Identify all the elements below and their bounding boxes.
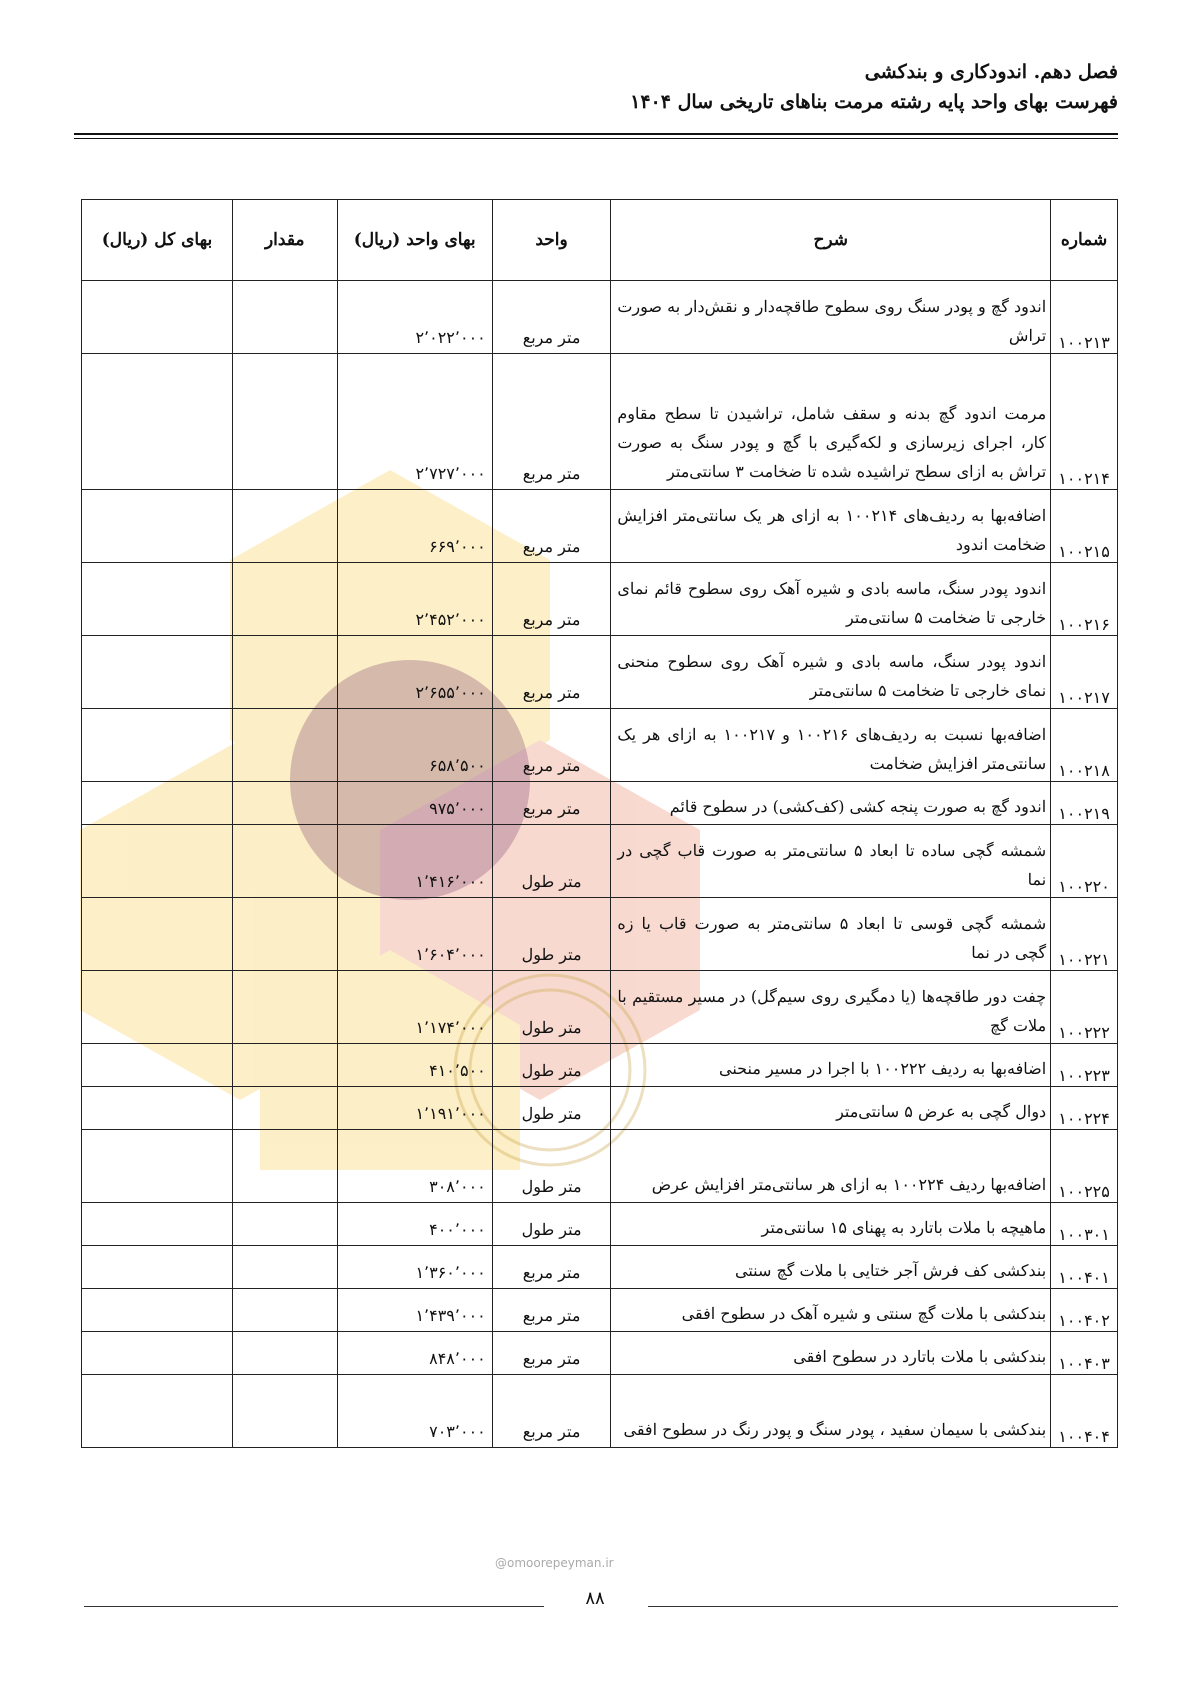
item-description: اضافه‌بها به ردیف‌های ۱۰۰۲۱۴ به ازای هر یک سانتی‌متر افزایش ضخامت اندود (611, 490, 1051, 563)
item-unit: متر مربع (492, 1332, 611, 1375)
page-number: ۸۸ (585, 1588, 605, 1609)
header-rule (74, 133, 1118, 135)
item-unit-price: ۱٬۱۷۴٬۰۰۰ (337, 971, 492, 1044)
item-unit-price: ۹۷۵٬۰۰۰ (337, 782, 492, 825)
table-row (82, 354, 1118, 490)
item-total (82, 1375, 233, 1448)
item-total (82, 1246, 233, 1289)
table-row (82, 782, 1118, 825)
item-quantity (232, 1289, 337, 1332)
item-number: ۱۰۰۲۱۸ (1051, 709, 1118, 782)
item-number: ۱۰۰۲۱۴ (1051, 354, 1118, 490)
table-row (82, 825, 1118, 898)
item-unit: متر مربع (492, 281, 611, 354)
item-number: ۱۰۰۴۰۴ (1051, 1375, 1118, 1448)
item-total (82, 281, 233, 354)
column-header-unit-price: بهای واحد (ریال) (337, 200, 492, 281)
item-unit-price: ۲٬۷۲۷٬۰۰۰ (337, 354, 492, 490)
item-unit: متر طول (492, 1130, 611, 1203)
column-header-description: شرح (611, 200, 1051, 281)
item-quantity (232, 281, 337, 354)
item-description: اضافه‌بها به ردیف ۱۰۰۲۲۲ با اجرا در مسیر منحنی (611, 1044, 1051, 1087)
item-unit: متر طول (492, 971, 611, 1044)
item-number: ۱۰۰۴۰۲ (1051, 1289, 1118, 1332)
item-unit: متر مربع (492, 636, 611, 709)
item-number: ۱۰۰۳۰۱ (1051, 1203, 1118, 1246)
item-unit: متر مربع (492, 1289, 611, 1332)
table-row (82, 563, 1118, 636)
item-quantity (232, 1332, 337, 1375)
item-number: ۱۰۰۲۱۳ (1051, 281, 1118, 354)
footer-rule-left (84, 1606, 544, 1607)
item-description: اندود پودر سنگ، ماسه بادی و شیره آهک روی سطوح منحنی نمای خارجی تا ضخامت ۵ سانتی‌متر (611, 636, 1051, 709)
column-header-unit: واحد (492, 200, 611, 281)
item-unit-price: ۳۰۸٬۰۰۰ (337, 1130, 492, 1203)
item-unit: متر مربع (492, 709, 611, 782)
item-number: ۱۰۰۲۱۹ (1051, 782, 1118, 825)
item-unit-price: ۲٬۶۵۵٬۰۰۰ (337, 636, 492, 709)
item-total (82, 1087, 233, 1130)
item-number: ۱۰۰۲۲۲ (1051, 971, 1118, 1044)
item-unit-price: ۴۱۰٬۵۰۰ (337, 1044, 492, 1087)
item-total (82, 1289, 233, 1332)
item-description: شمشه گچی قوسی تا ابعاد ۵ سانتی‌متر به صورت قاب یا زه گچی در نما (611, 898, 1051, 971)
item-unit-price: ۸۴۸٬۰۰۰ (337, 1332, 492, 1375)
table-row (82, 971, 1118, 1044)
item-description: اضافه‌بها نسبت به ردیف‌های ۱۰۰۲۱۶ و ۱۰۰۲۱۷ به ازای هر یک سانتی‌متر افزایش ضخامت (611, 709, 1051, 782)
table-row (82, 1375, 1118, 1448)
item-quantity (232, 1044, 337, 1087)
item-unit-price: ۲٬۴۵۲٬۰۰۰ (337, 563, 492, 636)
item-quantity (232, 782, 337, 825)
item-unit: متر مربع (492, 354, 611, 490)
item-unit: متر مربع (492, 563, 611, 636)
table-row (82, 1246, 1118, 1289)
item-total (82, 490, 233, 563)
item-quantity (232, 354, 337, 490)
item-number: ۱۰۰۲۲۰ (1051, 825, 1118, 898)
item-number: ۱۰۰۲۲۱ (1051, 898, 1118, 971)
item-quantity (232, 825, 337, 898)
item-unit: متر مربع (492, 1246, 611, 1289)
item-quantity (232, 1087, 337, 1130)
item-description: اندود گچ و پودر سنگ روی سطوح طاقچه‌دار و نقش‌دار به صورت تراش (611, 281, 1051, 354)
item-description: اندود گچ به صورت پنجه کشی (کف‌کشی) در سطوح قائم (611, 782, 1051, 825)
item-total (82, 971, 233, 1044)
item-unit-price: ۲٬۰۲۲٬۰۰۰ (337, 281, 492, 354)
table-row (82, 1130, 1118, 1203)
table-row (82, 1332, 1118, 1375)
table-row (82, 281, 1118, 354)
item-total (82, 1332, 233, 1375)
table-row (82, 636, 1118, 709)
item-quantity (232, 1203, 337, 1246)
item-description: بندکشی کف فرش آجر ختایی با ملات گچ سنتی (611, 1246, 1051, 1289)
item-unit-price: ۱٬۳۶۰٬۰۰۰ (337, 1246, 492, 1289)
item-quantity (232, 490, 337, 563)
item-total (82, 1203, 233, 1246)
item-total (82, 825, 233, 898)
column-header-quantity: مقدار (232, 200, 337, 281)
item-quantity (232, 709, 337, 782)
item-description: بندکشی با ملات گچ سنتی و شیره آهک در سطوح افقی (611, 1289, 1051, 1332)
document-subtitle: فهرست بهای واحد پایه رشته مرمت بناهای تاریخی سال ۱۴۰۴ (630, 91, 1118, 113)
item-unit-price: ۱٬۴۱۶٬۰۰۰ (337, 825, 492, 898)
item-unit-price: ۴۰۰٬۰۰۰ (337, 1203, 492, 1246)
item-total (82, 782, 233, 825)
item-description: اضافه‌بها ردیف ۱۰۰۲۲۴ به ازای هر سانتی‌متر افزایش عرض (611, 1130, 1051, 1203)
item-description: چفت دور طاقچه‌ها (یا دمگیری روی سیم‌گل) در مسیر مستقیم با ملات گچ (611, 971, 1051, 1044)
item-quantity (232, 1246, 337, 1289)
item-number: ۱۰۰۲۲۵ (1051, 1130, 1118, 1203)
item-number: ۱۰۰۲۱۵ (1051, 490, 1118, 563)
item-number: ۱۰۰۴۰۳ (1051, 1332, 1118, 1375)
page-header (630, 58, 1118, 118)
item-number: ۱۰۰۲۲۳ (1051, 1044, 1118, 1087)
item-unit: متر مربع (492, 490, 611, 563)
item-total (82, 1044, 233, 1087)
table-row (82, 1044, 1118, 1087)
item-description: شمشه گچی ساده تا ابعاد ۵ سانتی‌متر به صورت قاب گچی در نما (611, 825, 1051, 898)
item-total (82, 898, 233, 971)
item-quantity (232, 1375, 337, 1448)
item-description: دوال گچی به عرض ۵ سانتی‌متر (611, 1087, 1051, 1130)
item-unit-price: ۱٬۶۰۴٬۰۰۰ (337, 898, 492, 971)
item-quantity (232, 971, 337, 1044)
table-row (82, 490, 1118, 563)
item-quantity (232, 1130, 337, 1203)
item-number: ۱۰۰۲۲۴ (1051, 1087, 1118, 1130)
table-row (82, 1087, 1118, 1130)
item-total (82, 709, 233, 782)
item-unit: متر طول (492, 1044, 611, 1087)
column-header-total: بهای کل (ریال) (82, 200, 233, 281)
table-row (82, 898, 1118, 971)
item-unit: متر طول (492, 825, 611, 898)
item-description: اندود پودر سنگ، ماسه بادی و شیره آهک روی سطوح قائم نمای خارجی تا ضخامت ۵ سانتی‌متر (611, 563, 1051, 636)
item-unit-price: ۶۶۹٬۰۰۰ (337, 490, 492, 563)
item-description: ماهیچه با ملات باتارد به پهنای ۱۵ سانتی‌متر (611, 1203, 1051, 1246)
column-header-number: شماره (1051, 200, 1118, 281)
item-unit-price: ۷۰۳٬۰۰۰ (337, 1375, 492, 1448)
item-unit-price: ۱٬۱۹۱٬۰۰۰ (337, 1087, 492, 1130)
item-unit: متر مربع (492, 1375, 611, 1448)
table-row (82, 1289, 1118, 1332)
item-description: مرمت اندود گچ بدنه و سقف شامل، تراشیدن تا سطح مقاوم کار، اجرای زیرسازی و لکه‌گیری با گچ و پودر سنگ به صورت تراش به ازای سطح تراشیده شده تا ضخامت ۳ سانتی‌متر (611, 354, 1051, 490)
item-unit-price: ۱٬۴۳۹٬۰۰۰ (337, 1289, 492, 1332)
item-total (82, 563, 233, 636)
footer-rule-right (648, 1606, 1118, 1607)
item-unit: متر طول (492, 1203, 611, 1246)
item-total (82, 636, 233, 709)
item-unit: متر مربع (492, 782, 611, 825)
item-total (82, 354, 233, 490)
item-number: ۱۰۰۴۰۱ (1051, 1246, 1118, 1289)
item-unit: متر طول (492, 1087, 611, 1130)
item-unit: متر طول (492, 898, 611, 971)
item-quantity (232, 636, 337, 709)
item-quantity (232, 563, 337, 636)
item-number: ۱۰۰۲۱۷ (1051, 636, 1118, 709)
item-description: بندکشی با ملات باتارد در سطوح افقی (611, 1332, 1051, 1375)
chapter-title: فصل دهم. اندودکاری و بندکشی (864, 61, 1118, 83)
item-quantity (232, 898, 337, 971)
table-row (82, 709, 1118, 782)
table-header-row (82, 200, 1118, 281)
item-unit-price: ۶۵۸٬۵۰۰ (337, 709, 492, 782)
price-list-table (81, 199, 1118, 1448)
item-number: ۱۰۰۲۱۶ (1051, 563, 1118, 636)
header-rule-thin (74, 138, 1118, 139)
website-watermark: @omoorepeyman.ir (495, 1556, 614, 1570)
table-row (82, 1203, 1118, 1246)
item-description: بندکشی با سیمان سفید ، پودر سنگ و پودر رنگ در سطوح افقی (611, 1375, 1051, 1448)
item-total (82, 1130, 233, 1203)
